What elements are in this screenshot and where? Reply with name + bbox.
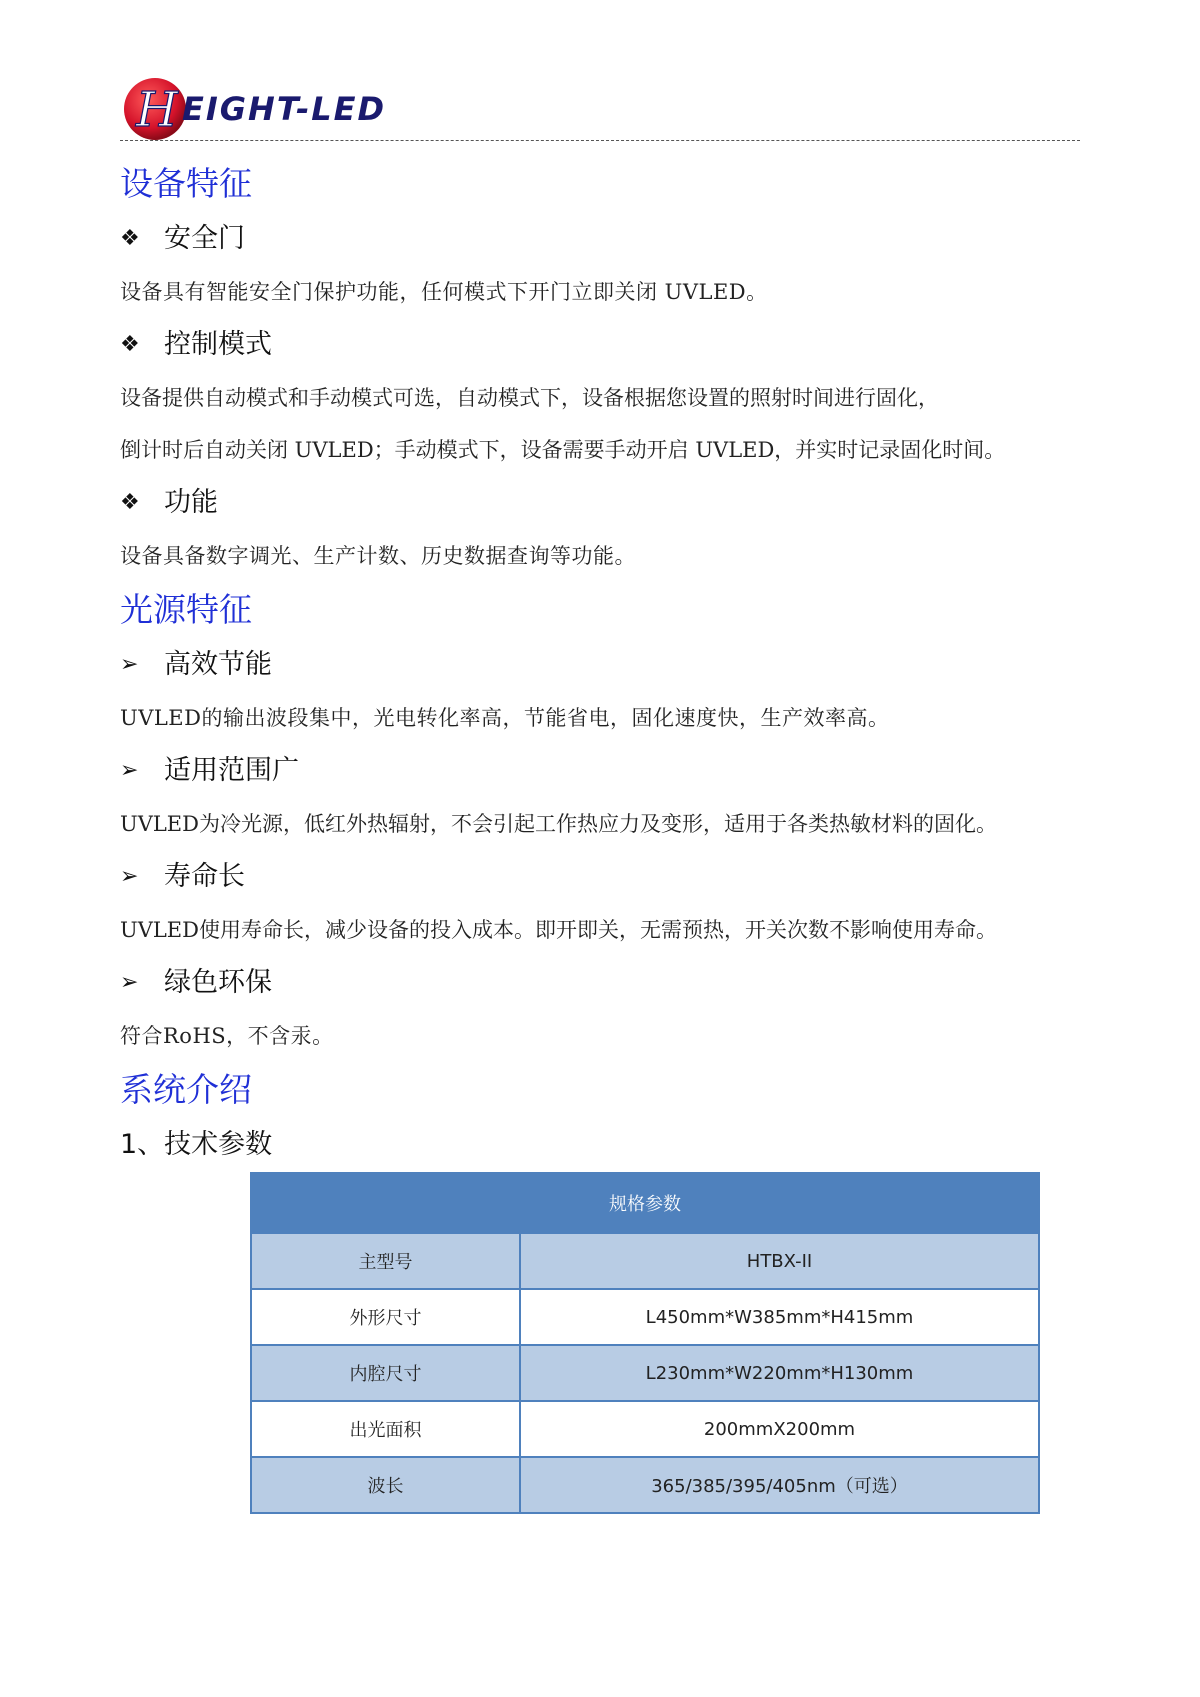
table-row (251, 1401, 1039, 1457)
spec-value: L230mm*W220mm*H130mm (520, 1345, 1039, 1401)
table-row (251, 1289, 1039, 1345)
table-row (251, 1233, 1039, 1289)
spec-key: 外形尺寸 (251, 1289, 520, 1345)
table-header: 规格参数 (251, 1173, 1039, 1233)
subheading-label: 适用范围广 (164, 755, 299, 786)
subheading-label: 高效节能 (164, 649, 272, 680)
paragraph: 设备具有智能安全门保护功能，任何模式下开门立即关闭 UVLED。 (120, 280, 768, 304)
logo-initial: H (136, 82, 178, 138)
paragraph: 符合RoHS，不含汞。 (120, 1024, 334, 1048)
table-row (251, 1457, 1039, 1513)
paragraph: UVLED为冷光源，低红外热辐射，不会引起工作热应力及变形，适用于各类热敏材料的固化。 (120, 812, 997, 836)
diamond-bullet-icon: ❖ (120, 332, 140, 357)
main-content (120, 156, 1080, 1172)
subheading-label: 1、技术参数 (120, 1129, 273, 1160)
spec-key: 出光面积 (251, 1401, 520, 1457)
subheading-functions (120, 476, 1080, 530)
paragraph: 设备提供自动模式和手动模式可选，自动模式下，设备根据您设置的照射时间进行固化， (120, 386, 939, 410)
company-logo (120, 74, 386, 144)
subheading-label: 功能 (164, 487, 218, 518)
subheading-label: 控制模式 (164, 329, 272, 360)
paragraph: UVLED使用寿命长，减少设备的投入成本。即开即关，无需预热，开关次数不影响使用寿命。 (120, 918, 997, 942)
section-title-light-source: 光源特征 (120, 590, 252, 629)
subheading-tech-params (120, 1118, 1080, 1172)
subheading-label: 绿色环保 (164, 967, 272, 998)
arrow-bullet-icon: ➢ (120, 864, 139, 889)
subheading-label: 寿命长 (164, 861, 245, 892)
section-title-system: 系统介绍 (120, 1070, 252, 1109)
paragraph: UVLED的输出波段集中，光电转化率高，节能省电，固化速度快，生产效率高。 (120, 706, 890, 730)
subheading-long-life (120, 850, 1080, 904)
section-title-equipment: 设备特征 (120, 164, 252, 203)
paragraph: 倒计时后自动关闭 UVLED；手动模式下，设备需要手动开启 UVLED，并实时记录固化时间。 (120, 438, 1006, 462)
arrow-bullet-icon: ➢ (120, 652, 139, 677)
spec-table (250, 1172, 1040, 1514)
spec-key: 主型号 (251, 1233, 520, 1289)
subheading-control-mode (120, 318, 1080, 372)
subheading-label: 安全门 (164, 223, 245, 254)
spec-key: 波长 (251, 1457, 520, 1513)
logo-wordmark: EIGHT-LED (182, 90, 387, 128)
header-divider (120, 140, 1080, 141)
paragraph: 设备具备数字调光、生产计数、历史数据查询等功能。 (120, 544, 636, 568)
spec-key: 内腔尺寸 (251, 1345, 520, 1401)
spec-value: L450mm*W385mm*H415mm (520, 1289, 1039, 1345)
spec-value: 365/385/395/405nm（可选） (520, 1457, 1039, 1513)
subheading-efficiency (120, 638, 1080, 692)
subheading-application-range (120, 744, 1080, 798)
spec-value: 200mmX200mm (520, 1401, 1039, 1457)
subheading-safety-door (120, 212, 1080, 266)
table-header-row (251, 1173, 1039, 1233)
diamond-bullet-icon: ❖ (120, 490, 140, 515)
subheading-eco-friendly (120, 956, 1080, 1010)
table-row (251, 1345, 1039, 1401)
arrow-bullet-icon: ➢ (120, 970, 139, 995)
diamond-bullet-icon: ❖ (120, 226, 140, 251)
arrow-bullet-icon: ➢ (120, 758, 139, 783)
spec-value: HTBX-II (520, 1233, 1039, 1289)
logo-emblem-icon (120, 74, 190, 144)
